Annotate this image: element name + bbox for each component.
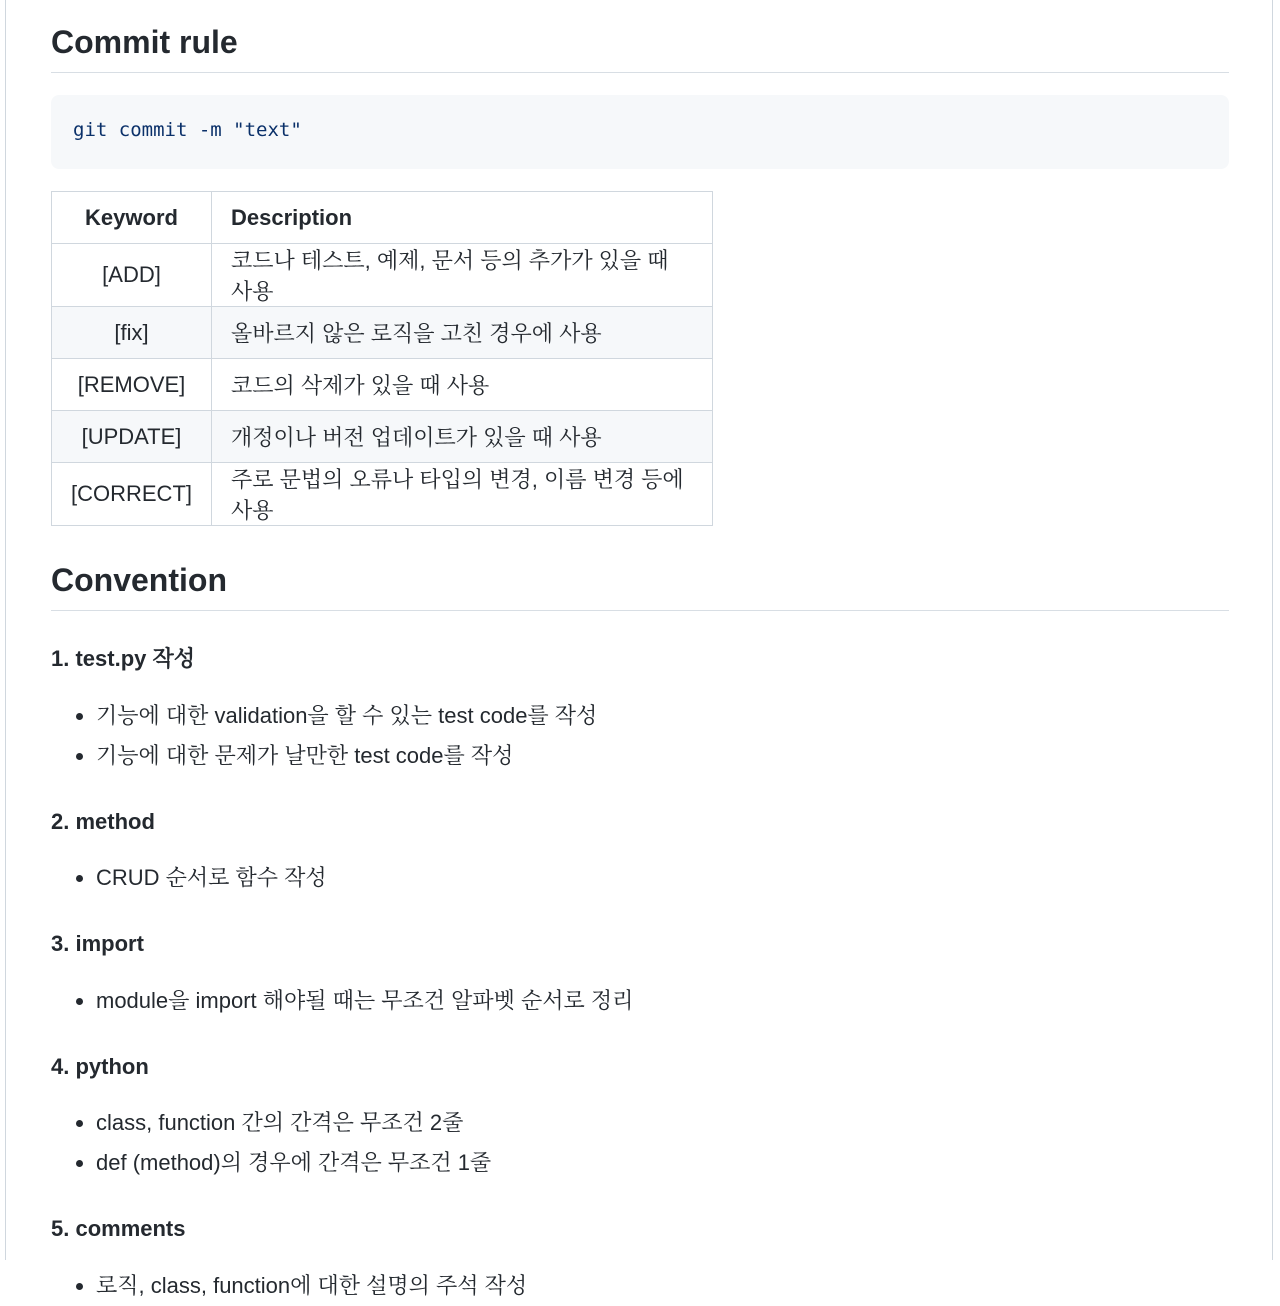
list-item: • 기능에 대한 문제가 날만한 test code를 작성 bbox=[96, 736, 1229, 776]
bullet-list bbox=[51, 981, 1229, 1021]
description-cell: 개정이나 버전 업데이트가 있을 때 사용 bbox=[212, 411, 713, 463]
section-heading: 2. method bbox=[51, 808, 155, 834]
description-cell: 올바르지 않은 로직을 고친 경우에 사용 bbox=[212, 307, 713, 359]
section-heading: 3. import bbox=[51, 931, 144, 957]
table-row bbox=[52, 463, 713, 526]
bullet-list bbox=[51, 1266, 1229, 1306]
list-item: • class, function 간의 간격은 무조건 2줄 bbox=[96, 1103, 1229, 1143]
keyword-table bbox=[51, 191, 713, 526]
keyword-cell: [ADD] bbox=[52, 244, 212, 307]
description-cell: 코드나 테스트, 예제, 문서 등의 추가가 있을 때 사용 bbox=[212, 244, 713, 307]
list-item: • module을 import 해야될 때는 무조건 알파벳 순서로 정리 bbox=[96, 981, 1229, 1021]
keyword-cell: [UPDATE] bbox=[52, 411, 212, 463]
code-block bbox=[51, 95, 1229, 169]
commit-rule-heading: Commit rule bbox=[51, 0, 1229, 73]
markdown-page bbox=[5, 0, 1273, 1298]
header-description: Description bbox=[212, 192, 713, 244]
section-heading: 1. test.py 작성 bbox=[51, 646, 195, 671]
list-item: • def (method)의 경우에 간격은 무조건 1줄 bbox=[96, 1143, 1229, 1183]
bullet-list bbox=[51, 1103, 1229, 1183]
markdown-body bbox=[51, 0, 1229, 1306]
convention-heading: Convention bbox=[51, 560, 1229, 611]
list-item: • 기능에 대한 validation을 할 수 있는 test code를 작성 bbox=[96, 696, 1229, 736]
header-keyword: Keyword bbox=[52, 192, 212, 244]
table-row bbox=[52, 411, 713, 463]
list-item: • 로직, class, function에 대한 설명의 주석 작성 bbox=[96, 1266, 1229, 1306]
keyword-cell: [fix] bbox=[52, 307, 212, 359]
section-heading: 5. comments bbox=[51, 1216, 186, 1242]
list-item: • CRUD 순서로 함수 작성 bbox=[96, 858, 1229, 898]
table-row bbox=[52, 307, 713, 359]
bullet-list bbox=[51, 858, 1229, 898]
bullet-list bbox=[51, 696, 1229, 776]
description-cell: 코드의 삭제가 있을 때 사용 bbox=[212, 359, 713, 411]
table-row bbox=[52, 244, 713, 307]
table-header-row bbox=[52, 192, 713, 244]
code-text: git commit -m "text" bbox=[73, 119, 302, 141]
description-cell: 주로 문법의 오류나 타입의 변경, 이름 변경 등에 사용 bbox=[212, 463, 713, 526]
keyword-cell: [REMOVE] bbox=[52, 359, 212, 411]
keyword-cell: [CORRECT] bbox=[52, 463, 212, 526]
section-heading: 4. python bbox=[51, 1053, 149, 1079]
table-row bbox=[52, 359, 713, 411]
